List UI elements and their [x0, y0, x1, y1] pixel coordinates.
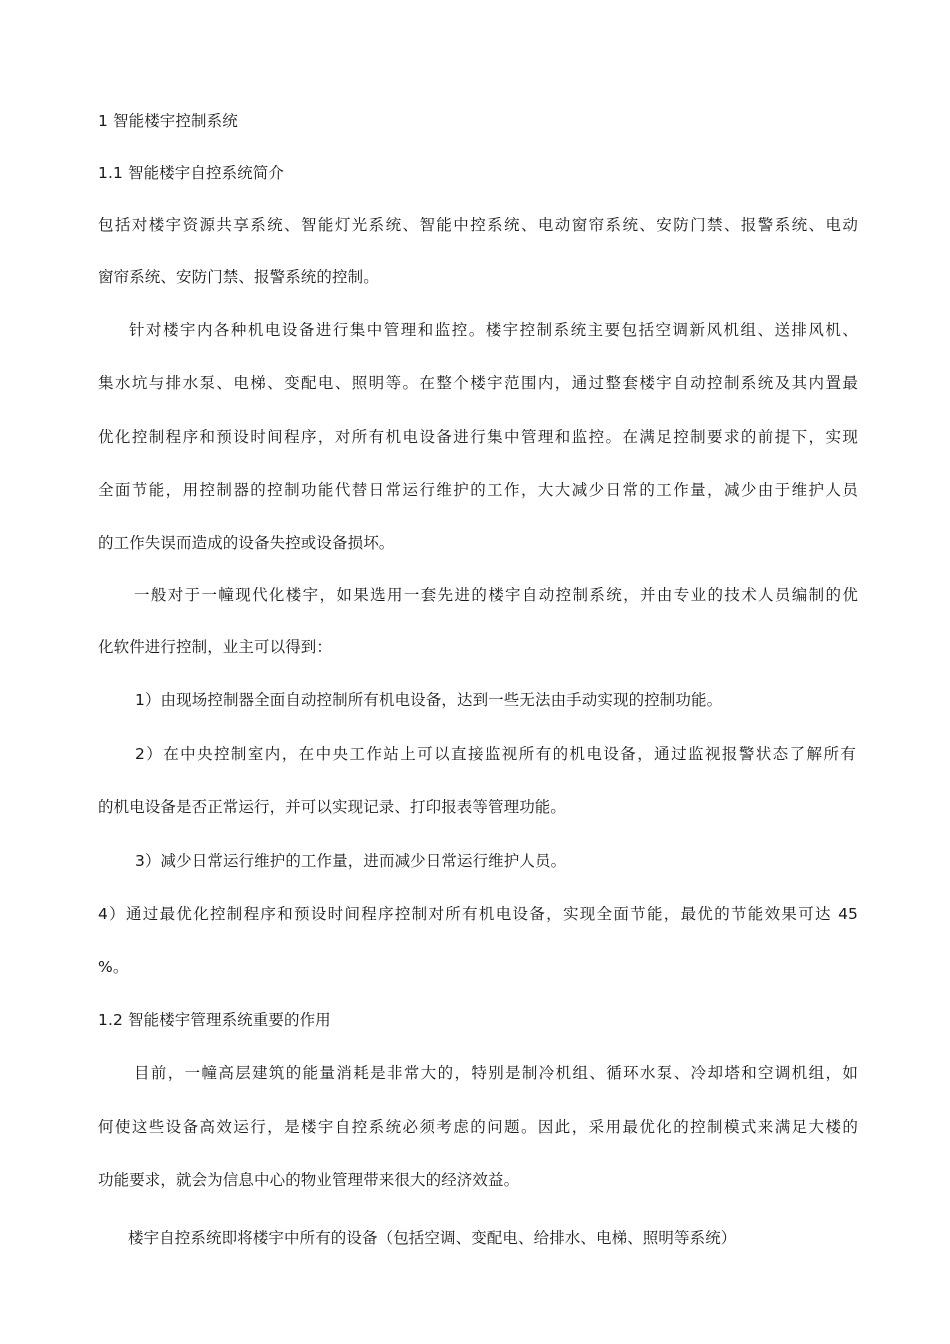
paragraph-line: 楼宇自控系统即将楼宇中所有的设备（包括空调、变配电、给排水、电梯、照明等系统） — [128, 1229, 737, 1247]
paragraph-line: 包括对楼宇资源共享系统、智能灯光系统、智能中控系统、电动窗帘系统、安防门禁、报警系统、电动 — [98, 216, 858, 234]
paragraph-line: 集水坑与排水泵、电梯、变配电、照明等。在整个楼宇范围内，通过整套楼宇自动控制系统及其内置最 — [98, 374, 858, 392]
paragraph-line: %。 — [98, 958, 129, 976]
heading-1-1: 1.1 智能楼宇自控系统简介 — [98, 164, 284, 182]
paragraph-line: 何使这些设备高效运行，是楼宇自控系统必须考虑的问题。因此，采用最优化的控制模式来满足大楼的 — [98, 1118, 858, 1136]
heading-1-2: 1.2 智能楼宇管理系统重要的作用 — [98, 1011, 331, 1029]
list-item-1: 1）由现场控制器全面自动控制所有机电设备，达到一些无法由手动实现的控制功能。 — [135, 691, 723, 709]
paragraph-line: 目前，一幢高层建筑的能量消耗是非常大的，特别是制冷机组、循环水泵、冷却塔和空调机组，如 — [134, 1064, 858, 1082]
list-item-4: 4）通过最优化控制程序和预设时间程序控制对所有机电设备，实现全面节能，最优的节能效果可达 45 — [98, 905, 858, 923]
paragraph-line: 全面节能，用控制器的控制功能代替日常运行维护的工作，大大减少日常的工作量，减少由于维护人员 — [98, 481, 858, 499]
list-item-3: 3）减少日常运行维护的工作量，进而减少日常运行维护人员。 — [135, 852, 567, 870]
paragraph-line: 优化控制程序和预设时间程序，对所有机电设备进行集中管理和监控。在满足控制要求的前提下，实现 — [98, 428, 858, 446]
paragraph-line: 一般对于一幢现代化楼宇，如果选用一套先进的楼宇自动控制系统，并由专业的技术人员编制的优 — [134, 586, 858, 604]
paragraph-line: 功能要求，就会为信息中心的物业管理带来很大的经济效益。 — [98, 1171, 520, 1189]
paragraph-line: 化软件进行控制，业主可以得到： — [98, 638, 333, 656]
paragraph-line: 的工作失误而造成的设备失控或设备损坏。 — [98, 534, 395, 552]
paragraph-line: 窗帘系统、安防门禁、报警系统的控制。 — [98, 268, 379, 286]
paragraph-line: 针对楼宇内各种机电设备进行集中管理和监控。楼宇控制系统主要包括空调新风机组、送排风机、 — [129, 321, 858, 339]
list-item-2: 2）在中央控制室内，在中央工作站上可以直接监视所有的机电设备，通过监视报警状态了解所有 — [135, 745, 856, 763]
heading-1: 1 智能楼宇控制系统 — [98, 112, 238, 130]
paragraph-line: 的机电设备是否正常运行，并可以实现记录、打印报表等管理功能。 — [98, 798, 567, 816]
